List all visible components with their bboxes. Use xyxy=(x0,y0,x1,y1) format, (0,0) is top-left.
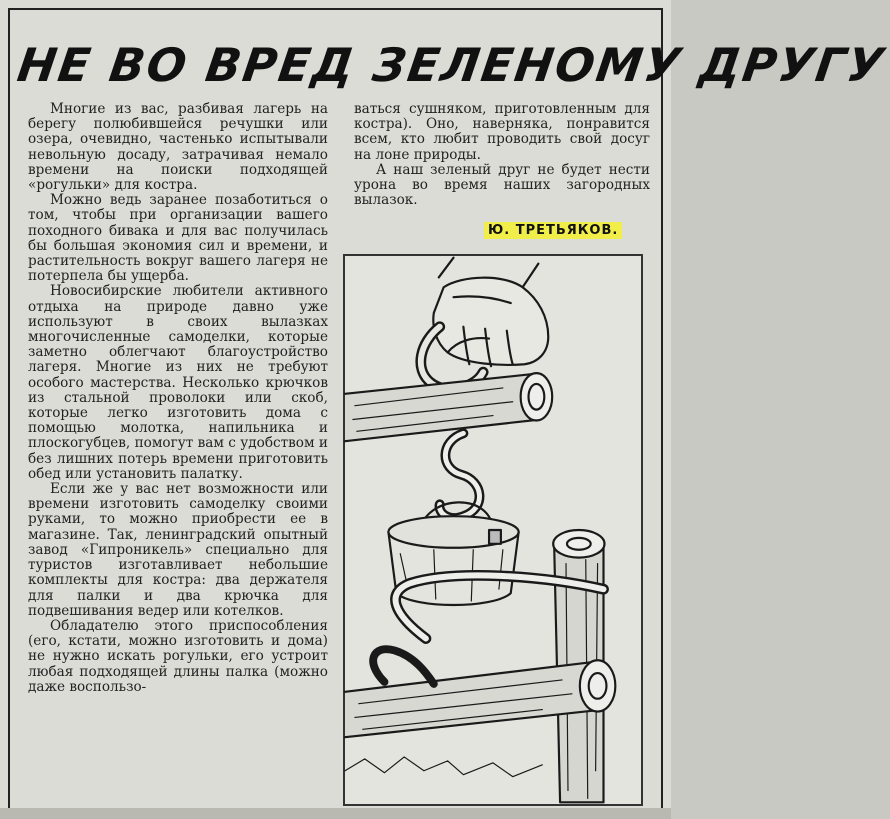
small-hook-drawing xyxy=(373,649,434,684)
hand-drawing xyxy=(433,258,548,367)
article-column-1 xyxy=(28,102,328,695)
illustration-frame xyxy=(343,254,643,806)
grass-drawing xyxy=(345,757,542,777)
page-bottom-edge xyxy=(0,808,671,819)
paragraph: А наш зеленый друг не будет нести урона во время наших загородных вылазок. xyxy=(354,161,650,209)
paragraph: Можно ведь заранее позаботиться о том, чтобы при организации вашего походного бивака и для вас получилась бы большая экономия сил и времени, и растительность вокруг вашего лагеря не потерпела бы ущерба. xyxy=(28,192,328,285)
paragraph: Обладателю этого приспособления (его, кстати, можно изготовить и дома) не нужно искать рогульки, его устроит любая подходящей длины палка (можно даже воспользо- xyxy=(28,617,328,695)
paragraph: ваться сушняком, приготовленным для костра). Оно, наверняка, понравится всем, кто любит проводить свой досуг на лоне природы. xyxy=(354,101,650,163)
paragraph: Если же у вас нет возможности или времени изготовить самоделку своими руками, то можно приобрести ее в магазине. Так, ленинградский опытный завод «Гипроникель» специально для туристов изготавливает небольшие комплекты для костра: два держателя для палки и два крючка для подвешивания ведер или котелков. xyxy=(28,481,328,619)
paragraph: Новосибирские любители активного отдыха на природе давно уже используют в своих вылазках многочисленные самоделки, которые заметно облегчают благоустройство лагеря. Многие из них не требуют особого мастерства. Несколько крючков из стальной проволоки или скоб, которые легко изготовить дома с помощью молотка, напильника и плоскогубцев, помогут вам с удобством и без лишних потерь времени приготовить обед или установить палатку. xyxy=(28,283,328,482)
paragraph: Многие из вас, разбивая лагерь на берегу полюбившейся речушки или озера, очевидно, частенько испытывали невольную досаду, затрачивая немало времени на поиски подходящей «рогульки» для костра. xyxy=(28,101,328,194)
upper-stick-drawing xyxy=(345,373,552,441)
article-column-2 xyxy=(354,102,650,208)
article-title: НЕ ВО ВРЕД ЗЕЛЕНОМУ ДРУГУ xyxy=(14,38,889,92)
author-signature: Ю. ТРЕТЬЯКОВ. xyxy=(484,222,622,239)
illustration-drawing xyxy=(345,256,641,804)
